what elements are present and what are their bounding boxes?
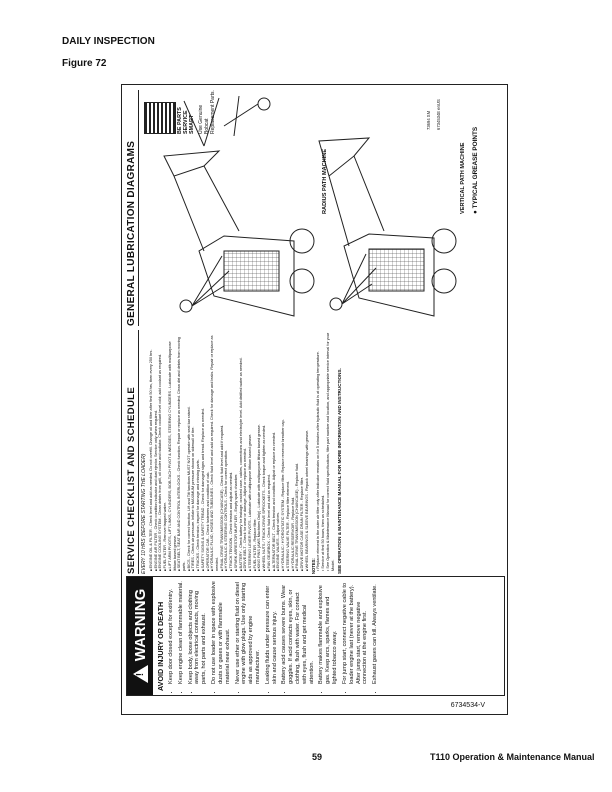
warning-item: • Exhaust gases can kill. Always ventilate. [372, 581, 379, 684]
schedule-item: ■ HYDRAULIC FLUID, HOSES AND TUBELINES - Check fluid level and add as required. Check for damage and leaks. Repair or replace as needed. [210, 330, 219, 571]
schedule-item: ■ FINAL DRIVE TRANSMISSION (CHAINCASE) - Replace fluid. [295, 330, 300, 571]
schedule-title: SERVICE CHECKLIST AND SCHEDULE [126, 330, 139, 574]
schedule-item: ■ HYDRAULIC RESERVOIR - Replace fluid. [291, 330, 296, 571]
schedule-item: ■ ALTERNATOR BELT - Check tension and condition. Adjust or replace as needed. [272, 330, 277, 571]
bobcat-parts-logo [144, 102, 176, 134]
note-item: • See Operation & Maintenance Manual for correct fluid specifications, filter part number and location, and appropriate service interval for your Model. [326, 330, 335, 571]
schedule-item: ■ ENGINE VALVES - Adjust valves. [276, 330, 281, 571]
diagrams-title: GENERAL LUBRICATION DIAGRAMS [126, 90, 139, 326]
lubrication-diagrams-panel [126, 90, 503, 326]
schedule-item: ■ WHEEL NUTS / TRACK DRIVE SPROCKETS - Check torque and tighten as needed. [262, 330, 267, 571]
vertical-path-loader-drawing [319, 138, 456, 316]
grease-point-detail-drawing [184, 96, 270, 146]
logo-text-line: BE PARTS [177, 107, 183, 134]
warning-item: • Battery makes flammable and explosive gas. Keep arcs, sparks, flames and lighted tobacco away. [318, 581, 338, 684]
schedule-item: ■ LIFT ARM PIVOTS, LIFT LINKS, CYLINDERS, BOB-TACH PIVOT & WEDGES, STEERING CYLINDERS - Lubricate with multipurpose lithium based grease. [168, 330, 177, 571]
schedule-subtitle: EVERY 10 HRS (BEFORE STARTING THE LOADER) [141, 453, 147, 574]
warning-item: • For jump start, connect negative cable to loader engine last (never at the battery). After jump start, remove negative connection at the engine first. [342, 581, 369, 684]
radius-path-label: RADIUS PATH MACHINE [322, 148, 328, 214]
schedule-item: ■ HYDRAULIC / HYDROSTATIC SYSTEM - Replace filter. Replace reservoir breather cap. [281, 330, 286, 571]
warning-panel [126, 576, 505, 696]
typical-grease-points-label: ● TYPICAL GREASE POINTS [472, 126, 479, 214]
schedule-item: ■ DRIVE MOTOR CASE DRAIN FILTER - Replace filter. [300, 330, 305, 571]
notes-list [316, 330, 335, 574]
figure-code-box [121, 700, 508, 715]
schedule-item: ■ ENGINE AIR FILTER - Check condition indicator and dust ejector. Service only when required. [154, 330, 159, 571]
schedule-item: ■ SPARK ARRESTOR MUFFLER - Empty spark chamber. [234, 330, 239, 571]
warning-item: • Battery acid causes severe burns. Wear goggles. If acid contacts eyes, skin, or clothing, flush with water. For contact with eyes, flush and get medical attention. [281, 581, 315, 684]
page-number: 59 [312, 752, 323, 762]
note-item: • Service at first 50 hours, then as scheduled. [321, 330, 326, 571]
warning-subtitle: AVOID INJURY OR DEATH [156, 601, 165, 691]
service-schedule-panel [126, 330, 503, 574]
warning-item: • Do not use loader in space with explosive dusts or gases or with flammable material near exhaust. [211, 581, 231, 684]
decal-part-code: 6734534E enUS [436, 99, 441, 130]
schedule-item: ■ SEAT BELT, SEAT BAR AND CONTROL INTERLOCKS - Check function. Repair or replace as needed. Clean dirt and debris from moving parts. [177, 330, 186, 571]
schedule-item: ■ FUEL FILTER - Remove trapped water. [163, 330, 168, 571]
warning-item: • Leaking fluids under pressure can enter skin and cause serious injury. [265, 581, 279, 684]
note-item: • Replace element in the outer air filter only after indicator remains on for 5 minutes after hydraulic fluid is at operating temperature. [316, 330, 321, 571]
schedule-item: ■ SAFETY SIGNS & SAFETY TREAD - Check for damaged signs and tread. Replace as needed. [201, 330, 206, 571]
warning-item: • Keep door closed except for exit/entry. [168, 581, 175, 684]
decal-part-code: 73694 SM [426, 110, 431, 130]
schedule-item: ■ WHEEL BEARINGS & SLEEVE BEARINGS - Repack wheel bearings with grease. [305, 330, 310, 571]
schedule-item: ■ KING PINS (AWS Machines Only) - Lubricate with multipurpose lithium based grease. [257, 330, 262, 571]
figure-label: Figure 72 [62, 58, 107, 69]
schedule-item: ■ BICS - Check for correct function. Lift and Tilt functions MUST NOT operate with seat bar raised. [187, 330, 192, 571]
schedule-item: ■ STEERING VALVE FILTER - Replace filter element. [286, 330, 291, 571]
be-parts-smart-text [178, 107, 196, 134]
schedule-item: ■ TIRES - Check air pressure. Inflate to MAXIMUM pressure shown on sidewall of tire. [191, 330, 196, 571]
schedule-item: ■ FAN GEARBOX - Check fluid level and add as required. [267, 330, 272, 571]
warning-list [168, 577, 379, 695]
schedule-item: ■ DRIVE BELT - Check for wear or damage. Adjust or replace as needed. [243, 330, 248, 571]
logo-text-line: SERVICE [182, 110, 189, 134]
schedule-item: ■ ENGINE COOLING SYSTEM - Clean debris from grill, oil cooler and radiator. Check coolant level cold; add coolant as required. [158, 330, 163, 571]
vertical-path-label: VERTICAL PATH MACHINE [460, 142, 466, 214]
section-title: DAILY INSPECTION [62, 36, 155, 47]
warning-banner-text: WARNING [131, 588, 149, 662]
warning-item: • Keep body, loose objects and clothing away from electrical contacts, moving parts, hot parts and exhaust. [188, 581, 208, 684]
schedule-footer: SEE OPERATION & MAINTENANCE MANUAL FOR MORE INFORMATION AND INSTRUCTIONS. [337, 368, 343, 574]
warning-banner [127, 577, 153, 695]
schedule-item: ■ TRACK TENSION - Check tension and adjust as needed. [229, 330, 234, 571]
logo-text-line: SMART [188, 114, 195, 134]
warning-item: • Keep engine clean of flammable material. [178, 581, 185, 684]
warning-triangle-icon [133, 665, 148, 683]
schedule-list [149, 330, 309, 574]
manual-title: T110 Operation & Maintenance Manual [430, 752, 595, 762]
figure-code: 6734534-V [450, 702, 485, 709]
schedule-item: ■ FUEL FILTER - Replace filter. [253, 330, 258, 571]
schedule-item: ■ TRACKS - Check tension, inspect for damage and missing parts. [196, 330, 201, 571]
decal-rotated-content [122, 85, 507, 700]
genuine-parts-text: Use Genuine Bobcat Replacement Parts. [198, 90, 216, 134]
warning-item: • Never use ether or starting fluid on diesel engine with glow plugs. Use only starting aids as approved by engine manufacturer. [235, 581, 262, 684]
schedule-item: ■ ENGINE OIL & FILTER - Check level and add as needed. Do not overfill. Change oil and filter after first 50 hrs, then every 250 hrs. [149, 330, 154, 571]
typical-grease-points-text: TYPICAL GREASE POINTS [472, 126, 479, 209]
schedule-item: ■ BATTERY - Check battery for leakage, cracked case, cables, connections and electrolyte level. Add distilled water as needed. [239, 330, 244, 571]
schedule-item: ■ OPERATOR CAB - Check fasteners and condition of cab. [206, 330, 211, 571]
decal-figure [121, 84, 508, 701]
notes-title: NOTES: [311, 558, 317, 574]
schedule-item: ■ FINAL DRIVE TRANSMISSION (CHAINCASE) - Check fluid level and add if required. [220, 330, 225, 571]
schedule-item: ■ HYDRAULIC & STEERING CONTROLS - Check for correct operation. [224, 330, 229, 571]
radius-path-loader-drawing [164, 151, 314, 316]
schedule-item: ■ STEERING LEVER PIVOTS - Lubricate with multipurpose lithium based grease. [248, 330, 253, 571]
